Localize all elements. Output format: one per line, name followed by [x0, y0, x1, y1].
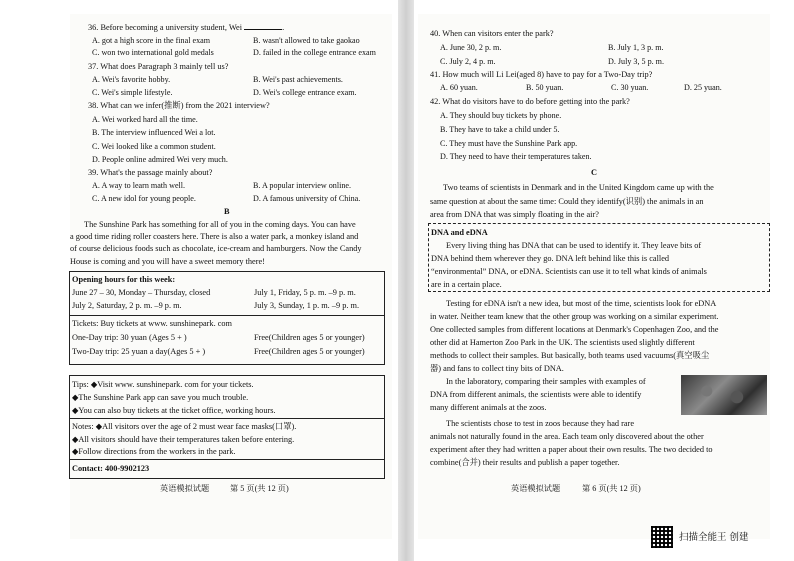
- q41-option-c: C. 30 yuan.: [611, 83, 649, 92]
- q36-stem: 36. Before becoming a university student, Wei .: [88, 23, 285, 32]
- q36-option-c: C. won two international gold medals: [92, 48, 214, 57]
- c-intro-line: same question at about the same time: Could they identify(识别) the animals in an: [430, 197, 704, 206]
- q40-option-d: D. July 3, 5 p. m.: [608, 57, 664, 66]
- q38-option-c: C. Wei looked like a common student.: [92, 142, 216, 151]
- q38-option-b: B. The interview influenced Wei a lot.: [92, 128, 216, 137]
- q37-option-b: B. Wei's past achievements.: [253, 75, 343, 84]
- tickets-title: Tickets: Buy tickets at www. sunshinepark. com: [72, 319, 233, 328]
- q42-option-c: C. They must have the Sunshine Park app.: [440, 139, 578, 148]
- intro-line: of course delicious foods such as chocolate, ice-cream and hamburgers. Now the Candy: [70, 244, 362, 253]
- q39-stem: 39. What's the passage mainly about?: [88, 168, 213, 177]
- p2-line: Testing for eDNA isn't a new idea, but most of the time, scientists look for eDNA: [446, 299, 717, 308]
- footer-title: 英语模拟试题: [160, 484, 210, 493]
- notes-line: Notes: ◆All visitors over the age of 2 must wear face masks(口罩).: [72, 422, 297, 431]
- q38-option-d: D. People online admired Wei very much.: [92, 155, 228, 164]
- notes-line: ◆All visitors should have their temperatures taken before entering.: [72, 435, 295, 444]
- q36-option-b: B. wasn't allowed to take gaokao: [253, 36, 360, 45]
- q42-option-b: B. They have to take a child under 5.: [440, 125, 560, 134]
- p4-line: animals not naturally found in the area. Each team only discovered about the other: [430, 432, 704, 441]
- p4-line: The scientists chose to test in zoos because they had rare: [446, 419, 635, 428]
- c-intro-line: area from DNA that was simply floating in the air?: [430, 210, 599, 219]
- footer-page-number: 第 6 页(共 12 页): [582, 484, 641, 493]
- q38-option-a: A. Wei worked hard all the time.: [92, 115, 198, 124]
- hours-row: July 3, Sunday, 1 p. m. –9 p. m.: [254, 301, 360, 310]
- p4-line: combine(合并) their results and publish a paper together.: [430, 458, 620, 467]
- intro-line: House is coming and you will have a sweet memory there!: [70, 257, 265, 266]
- zoo-photo: [681, 375, 767, 415]
- q37-stem: 37. What does Paragraph 3 mainly tell us?: [88, 62, 229, 71]
- ticket-row: Two-Day trip: 25 yuan a day(Ages 5 + ): [72, 347, 206, 356]
- p3-line: many different animals at the zoos.: [430, 403, 547, 412]
- tips-line: ◆The Sunshine Park app can save you much trouble.: [72, 393, 249, 402]
- c-intro-line: Two teams of scientists in Denmark and in the United Kingdom came up with the: [443, 183, 714, 192]
- dna-box-line: are in a certain place.: [431, 280, 502, 289]
- divider: [69, 418, 385, 419]
- hours-row: June 27 – 30, Monday – Thursday, closed: [72, 288, 211, 297]
- q37-option-a: A. Wei's favorite hobby.: [92, 75, 171, 84]
- q42-option-d: D. They need to have their temperatures taken.: [440, 152, 592, 161]
- p4-line: experiment after they had written a paper about their own results. The two decided to: [430, 445, 713, 454]
- p3-line: In the laboratory, comparing their samples with examples of: [446, 377, 646, 386]
- qr-code-icon: [651, 526, 673, 548]
- contact: Contact: 400-9902123: [72, 464, 150, 473]
- q41-option-a: A. 60 yuan.: [440, 83, 478, 92]
- hours-row: July 2, Saturday, 2 p. m. –9 p. m.: [72, 301, 182, 310]
- q39-option-d: D. A famous university of China.: [253, 194, 361, 203]
- q39-option-a: A. A way to learn math well.: [92, 181, 186, 190]
- q41-option-b: B. 50 yuan.: [526, 83, 564, 92]
- footer-page-number: 第 5 页(共 12 页): [230, 484, 289, 493]
- p2-line: 器) and fans to collect tiny bits of DNA.: [430, 364, 564, 373]
- q40-stem: 40. When can visitors enter the park?: [430, 29, 554, 38]
- q42-stem: 42. What do visitors have to do before getting into the park?: [430, 97, 630, 106]
- q40-option-c: C. July 2, 4 p. m.: [440, 57, 496, 66]
- q37-option-c: C. Wei's simple lifestyle.: [92, 88, 173, 97]
- q41-option-d: D. 25 yuan.: [684, 83, 722, 92]
- ticket-row: Free(Children ages 5 or younger): [254, 347, 365, 356]
- q40-option-b: B. July 1, 3 p. m.: [608, 43, 664, 52]
- q39-option-c: C. A new idol for young people.: [92, 194, 196, 203]
- divider: [69, 459, 385, 460]
- divider: [69, 315, 385, 316]
- p2-line: other did at Hamerton Zoo Park in the UK. The scientists used slightly different: [430, 338, 695, 347]
- tips-line: Tips: ◆Visit www. sunshinepark. com for your tickets.: [72, 380, 254, 389]
- intro-line: a good time riding roller coasters here. There is also a water park, a monkey island and: [70, 232, 359, 241]
- dna-box-line: Every living thing has DNA that can be used to identify it. They leave bits of: [446, 241, 702, 250]
- hours-row: July 1, Friday, 5 p. m. –9 p. m.: [254, 288, 356, 297]
- ticket-row: Free(Children ages 5 or younger): [254, 333, 365, 342]
- intro-line: The Sunshine Park has something for all of you in the coming days. You can have: [84, 220, 356, 229]
- q42-option-a: A. They should buy tickets by phone.: [440, 111, 562, 120]
- q37-option-d: D. Wei's college entrance exam.: [253, 88, 357, 97]
- p2-line: in water. Neither team knew that the other group was working on a similar experiment.: [430, 312, 719, 321]
- p2-line: methods to collect their samples. But basically, both teams used vacuums(真空吸尘: [430, 351, 710, 360]
- section-c-heading: C: [591, 168, 597, 177]
- notes-line: ◆Follow directions from the workers in the park.: [72, 447, 236, 456]
- p3-line: DNA from different animals, the scientists were able to identify: [430, 390, 642, 399]
- hours-title: Opening hours for this week:: [72, 275, 176, 284]
- dna-box-title: DNA and eDNA: [431, 228, 488, 237]
- q41-stem: 41. How much will Li Lei(aged 8) have to pay for a Two-Day trip?: [430, 70, 653, 79]
- dna-box-line: DNA behind them wherever they go. DNA left behind like this is called: [431, 254, 670, 263]
- q40-option-a: A. June 30, 2 p. m.: [440, 43, 502, 52]
- q39-option-b: B. A popular interview online.: [253, 181, 352, 190]
- footer-title: 英语模拟试题: [511, 484, 561, 493]
- ticket-row: One-Day trip: 30 yuan (Ages 5 + ): [72, 333, 187, 342]
- book-gutter: [398, 0, 414, 561]
- q36-option-a: A. got a high score in the final exam: [92, 36, 210, 45]
- tips-line: ◆You can also buy tickets at the ticket office, working hours.: [72, 406, 276, 415]
- dna-box-line: “environmental” DNA, or eDNA. Scientists can use it to tell what kinds of animals: [431, 267, 707, 276]
- section-b-heading: B: [224, 207, 230, 216]
- scanner-watermark: 扫描全能王 创建: [679, 532, 749, 543]
- q36-option-d: D. failed in the college entrance exam: [253, 48, 376, 57]
- p2-line: One collected samples from different locations at Denmark's Copenhagen Zoo, and the: [430, 325, 719, 334]
- q38-stem: 38. What can we infer(推断) from the 2021 interview?: [88, 101, 270, 110]
